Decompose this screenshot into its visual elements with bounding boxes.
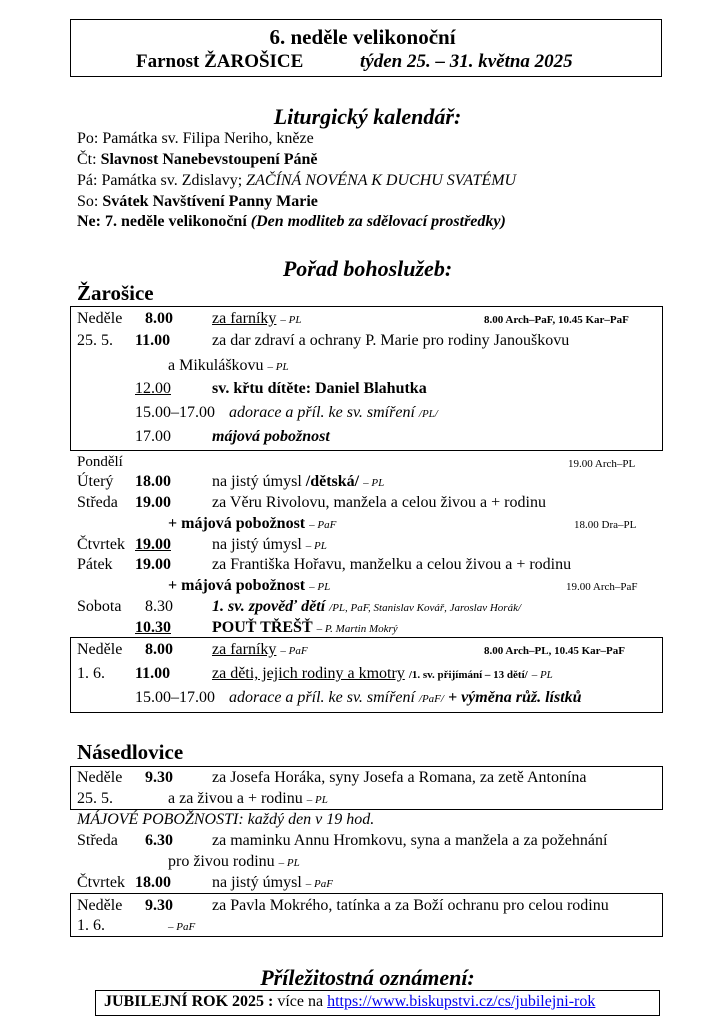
n-sun1-intention-a: za Josefa Horáka, syny Josefa a Romana, za zetě Antonína: [212, 769, 587, 786]
z-sun1-t5: 17.00: [135, 428, 171, 445]
z-sun2-t3: 15.00–17.00: [135, 689, 215, 706]
z-sun1-i2b: a Mikuláškovu – PL: [168, 357, 289, 374]
z-sun1-t1: 8.00: [145, 310, 173, 327]
week-range: týden 25. – 31. května 2025: [360, 51, 573, 72]
z-fri-time: 19.00: [135, 556, 171, 573]
z-tue-intention: na jistý úmysl /dětská/ – PL: [212, 473, 385, 490]
z-sun1-t4: 15.00–17.00: [135, 404, 215, 421]
calendar-sunday: Ne: 7. neděle velikonoční (Den modliteb za sdělovací prostředky): [77, 213, 506, 230]
z-mon-confession: 19.00 Arch–PL: [568, 458, 636, 470]
z-sat-t2: 10.30: [135, 619, 171, 636]
n-wed-time: 6.30: [145, 832, 173, 849]
z-wed-may: + májová pobožnost – PaF: [168, 515, 337, 532]
n-sun1-intention-b: a za živou a + rodinu – PL: [168, 790, 328, 807]
zarosice-heading: Žarošice: [77, 281, 154, 305]
n-sun1-time: 9.30: [145, 769, 173, 786]
z-thu-time: 19.00: [135, 536, 171, 553]
z-sun2-date: 1. 6.: [77, 665, 105, 682]
z-tue-day: Úterý: [77, 473, 114, 490]
calendar-friday: Pá: Památka sv. Zdislavy; ZAČÍNÁ NOVÉNA K DUCHU SVATÉMU: [77, 172, 517, 189]
parish-name: Farnost ŽAROŠICE: [136, 51, 304, 72]
z-sun2-confession: 8.00 Arch–PL, 10.45 Kar–PaF: [484, 645, 625, 657]
z-sat-i2: POUŤ TŘEŠŤ – P. Martin Mokrý: [212, 619, 398, 636]
z-sun1-date: 25. 5.: [77, 332, 113, 349]
z-fri-intention: za Františka Hořavu, manželku a celou živou a + rodinu: [212, 556, 572, 573]
z-wed-confession: 18.00 Dra–PL: [574, 519, 637, 531]
n-sun2-priest: – PaF: [168, 921, 196, 933]
z-sat-i1: 1. sv. zpověď dětí /PL, PaF, Stanislav Kovář, Jaroslav Horák/: [212, 598, 522, 615]
z-sun2-i3: adorace a příl. ke sv. smíření /PaF/ + výměna růž. lístků: [229, 689, 582, 706]
n-wed-day: Středa: [77, 832, 118, 849]
z-sun1-i2a: za dar zdraví a ochrany P. Marie pro rodiny Janouškovu: [212, 332, 570, 349]
z-sat-t1: 8.30: [145, 598, 173, 615]
n-thu-time: 18.00: [135, 874, 171, 891]
announcements-heading: Příležitostná oznámení:: [260, 965, 475, 990]
n-sun1-day: Neděle: [77, 769, 123, 786]
z-fri-may: + májová pobožnost – PL: [168, 577, 331, 594]
services-heading: Pořad bohoslužeb:: [282, 256, 453, 281]
n-may-note: MÁJOVÉ POBOŽNOSTI: každý den v 19 hod.: [77, 811, 375, 828]
z-sat-day: Sobota: [77, 598, 122, 615]
n-thu-day: Čtvrtek: [77, 874, 125, 891]
z-sun2-t2: 11.00: [135, 665, 171, 682]
jubilee-label: JUBILEJNÍ ROK 2025 :: [104, 993, 274, 1010]
nasedlovice-heading: Násedlovice: [77, 740, 184, 764]
n-thu-intention: na jistý úmysl – PaF: [212, 874, 333, 891]
z-sun2-t1: 8.00: [145, 641, 173, 658]
z-sun2-i1: za farníky – PaF: [212, 641, 308, 658]
z-sun2-day: Neděle: [77, 641, 123, 658]
z-sun1-t2: 11.00: [135, 332, 171, 349]
jubilee-link[interactable]: https://www.biskupstvi.cz/cs/jubilejni-rok: [327, 993, 596, 1010]
z-sun1-i5: májová pobožnost: [212, 428, 330, 445]
z-wed-intention: za Věru Rivolovu, manžela a celou živou a + rodinu: [212, 494, 546, 511]
z-thu-day: Čtvrtek: [77, 536, 125, 553]
z-fri-day: Pátek: [77, 556, 113, 573]
bulletin-title: 6. neděle velikonoční: [269, 25, 456, 49]
z-sun1-confession: 8.00 Arch–PaF, 10.45 Kar–PaF: [484, 314, 629, 326]
z-sun1-day: Neděle: [77, 310, 123, 327]
z-wed-day: Středa: [77, 494, 118, 511]
z-tue-time: 18.00: [135, 473, 171, 490]
z-sun1-i3: sv. křtu dítěte: Daniel Blahutka: [212, 380, 427, 397]
n-wed-intention-b: pro živou rodinu – PL: [168, 853, 300, 870]
z-thu-intention: na jistý úmysl – PL: [212, 536, 327, 553]
n-sun2-day: Neděle: [77, 897, 123, 914]
n-sun2-date: 1. 6.: [77, 917, 105, 934]
jubilee-line: [104, 993, 595, 1011]
calendar-heading: Liturgický kalendář:: [273, 104, 462, 129]
n-wed-intention-a: za maminku Annu Hromkovu, syna a manžela a za požehnání: [212, 832, 608, 849]
n-sun1-date: 25. 5.: [77, 790, 113, 807]
calendar-thursday: Čt: Slavnost Nanebevstoupení Páně: [77, 151, 318, 168]
calendar-monday: Po: Památka sv. Filipa Neriho, kněze: [77, 130, 314, 147]
z-wed-time: 19.00: [135, 494, 171, 511]
z-fri-confession: 19.00 Arch–PaF: [566, 581, 638, 593]
n-sun2-intention: za Pavla Mokrého, tatínka a za Boží ochranu pro celou rodinu: [212, 897, 609, 914]
z-mon-day: Pondělí: [77, 454, 123, 470]
z-sun1-t3: 12.00: [135, 380, 171, 397]
n-sun2-time: 9.30: [145, 897, 173, 914]
calendar-saturday: So: Svátek Navštívení Panny Marie: [77, 193, 318, 210]
jubilee-more: více na: [277, 993, 324, 1010]
z-sun2-i2: za děti, jejich rodiny a kmotry /1. sv. přijímání – 13 dětí/ – PL: [212, 665, 553, 682]
z-sun1-i4: adorace a příl. ke sv. smíření /PL/: [229, 404, 438, 421]
z-sun1-i1: za farníky – PL: [212, 310, 302, 327]
